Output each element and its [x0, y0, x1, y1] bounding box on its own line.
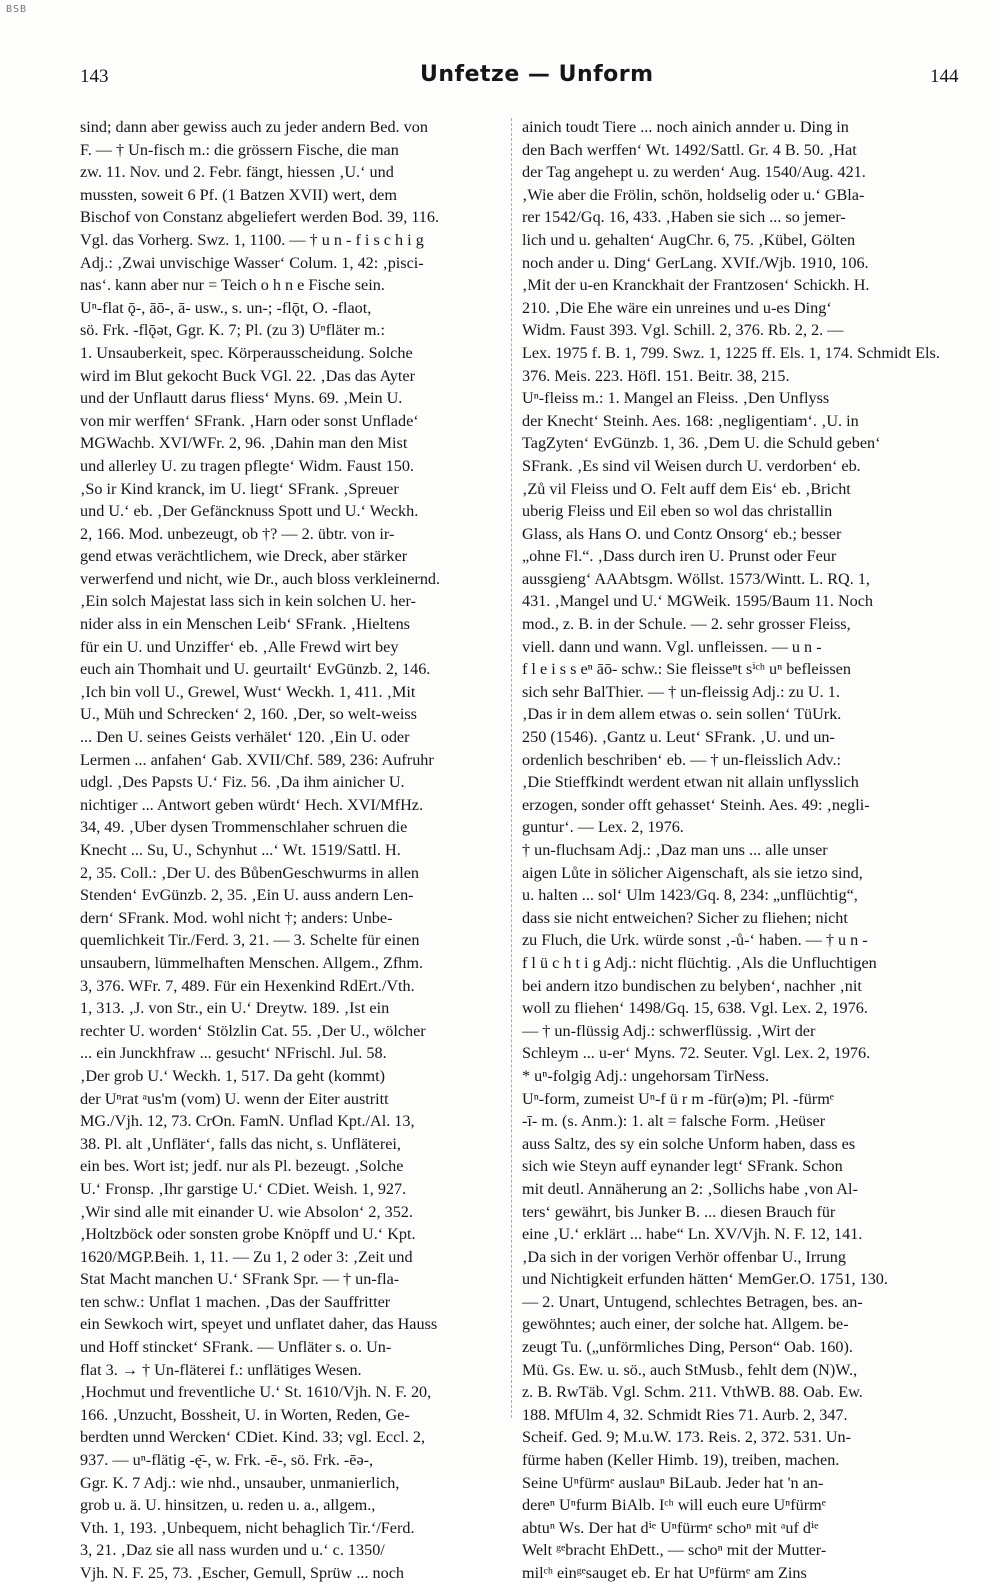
text-line: Uⁿ-fleiss m.: 1. Mangel an Fleiss. ‚Den Unflyss [522, 389, 830, 408]
text-line: sö. Frk. -flǭət, Ggr. K. 7; Pl. (zu 3) Uⁿfläter m.: [80, 321, 385, 340]
text-line: MGWachb. XVI/WFr. 2, 96. ‚Dahin man den Mist [80, 434, 408, 453]
text-line: zu Fluch, die Urk. würde sonst ‚-ů-‘ haben. — † u n - [522, 931, 868, 950]
text-line: mod., z. B. in der Schule. — 2. sehr grosser Fleiss, [522, 615, 851, 634]
library-stamp: BSB [6, 4, 28, 15]
text-line: und Hoff stincket‘ SFrank. — Unfläter s. o. Un- [80, 1338, 392, 1357]
text-line: ‚Ein solch Majestat lass sich in kein solchen U. her- [80, 592, 416, 611]
text-line: mussten, soweit 6 Pf. (1 Batzen XVII) wert, dem [80, 185, 397, 204]
text-line: † un-fluchsam Adj.: ‚Daz man uns ... alle unser [522, 841, 828, 859]
text-line: uberig Fleiss und Eil eben so wol das christallin [522, 502, 833, 521]
text-line: der Uⁿrat ᵃus'm (vom) U. wenn der Eiter austritt [80, 1089, 389, 1108]
text-line: U., Müh und Schrecken‘ 2, 160. ‚Der, so welt-weiss [80, 705, 417, 724]
text-line: fürme haben (Keller Himb. 19), treiben, machen. [522, 1451, 840, 1470]
text-line: Vth. 1, 193. ‚Unbequem, nicht behaglich Tir.‘/Ferd. [80, 1518, 415, 1537]
text-line: der Knecht‘ Steinh. Aes. 168: ‚negligentiam‘. ‚U. in [522, 411, 859, 430]
text-line: f l e i s s eⁿ āō- schw.: Sie fleisseⁿt sⁱᶜʰ uⁿ befleissen [522, 660, 851, 679]
text-line: udgl. ‚Des Papsts U.‘ Fiz. 56. ‚Da ihm ainicher U. [80, 773, 405, 792]
text-line: Vjh. N. F. 25, 73. ‚Escher, Gemull, Sprüw ... noch [80, 1564, 405, 1582]
text-line: unsaubern, lümmelhaften Menschen. Allgem., Zfhm. [80, 953, 424, 972]
text-line: ‚Zů vil Fleiss und O. Felt auff dem Eis‘ eb. ‚Bricht [522, 479, 851, 498]
text-line: ein Sewkoch wirt, speyet und unflatet daher, das Hauss [80, 1315, 438, 1334]
text-line: und allerley U. zu tragen pflegte‘ Widm. Faust 150. [80, 456, 414, 475]
text-line: 166. ‚Unzucht, Bossheit, U. in Worten, Reden, Ge- [80, 1405, 410, 1424]
text-line: Stat Macht manchen U.‘ SFrank Spr. — † un-fla- [80, 1270, 400, 1289]
text-line: Adj.: ‚Zwai unvischige Wasser‘ Colum. 1, 42: ‚pisci- [80, 253, 424, 272]
text-line: 34, 49. ‚Uber dysen Trommenschlaher schruen die [80, 818, 408, 837]
text-line: euch ain Thomhait und U. geurtailt‘ EvGünzb. 2, 146. [80, 660, 431, 679]
text-line: bei andern itzo bundischen zu belyben‘, nachher ‚nit [522, 976, 862, 995]
text-line: Knecht ... Su, U., Schynhut ...‘ Wt. 1519/Sattl. H. [80, 841, 401, 859]
text-line: ‚So ir Kind kranck, im U. liegt‘ SFrank. ‚Spreuer [80, 479, 399, 498]
text-line: 431. ‚Mangel und U.‘ MGWeik. 1595/Baum 11. Noch [522, 592, 874, 611]
text-line: ‚Das ir in dem allem etwas o. sein sollen‘ TüUrk. [522, 705, 842, 724]
text-line: erzogen, sonder offt gehasset‘ Steinh. Aes. 49: ‚negli- [522, 795, 870, 814]
text-line: dereⁿ Uⁿfurm BiAlb. Iᶜʰ will euch eure Uⁿfürmᵉ [522, 1496, 826, 1515]
text-line: ... ein Junckhfraw ... gesucht‘ NFrischl. Jul. 58. [80, 1044, 387, 1063]
text-line: F. — † Un-fisch m.: die grössern Fische, die man [80, 140, 399, 159]
text-line: woll zu fliehen‘ 1498/Gq. 15, 638. Vgl. Lex. 2, 1976. [522, 999, 868, 1018]
text-line: „ohne Fl.“. ‚Dass durch iren U. Prunst oder Feur [522, 547, 837, 566]
text-line: ‚Der grob U.‘ Weckh. 1, 517. Da geht (kommt) [80, 1066, 385, 1085]
text-line: Uⁿ-form, zumeist Uⁿ-f ü r m -für(ə)m; Pl. -fürmᵉ [522, 1089, 834, 1108]
text-line: dass sie nicht entweichen? Sicher zu fliehen; nicht [522, 908, 848, 927]
text-line: mit deutl. Annäherung an 2: ‚Sollichs habe ‚von Al- [522, 1179, 858, 1198]
right-page-number: 144 [930, 66, 959, 87]
text-line: Mü. Gs. Ew. u. sö., auch StMusb., fehlt dem (N)W., [522, 1360, 858, 1379]
text-line: Lermen ... anfahen‘ Gab. XVII/Chf. 589, 236: Aufruhr [80, 750, 434, 769]
text-line: gend etwas verächtlichem, wie Dreck, aber stärker [80, 547, 408, 566]
text-line: z. B. RwTäb. Vgl. Schm. 211. VthWB. 88. Oab. Ew. [522, 1383, 863, 1402]
text-line: 2, 35. Coll.: ‚Der U. des BůbenGeschwurms in allen [80, 863, 419, 882]
text-line: ‚Ich bin voll U., Grewel, Wust‘ Weckh. 1, 411. ‚Mit [80, 682, 416, 701]
text-line: 210. ‚Die Ehe wäre ein unreines und u-es Ding‘ [522, 298, 832, 317]
text-line: eine ‚U.‘ erklärt ... habe“ Ln. XV/Vjh. N. F. 12, 141. [522, 1225, 863, 1244]
text-line: berdten unnd Wercken‘ CDiet. Kind. 33; vgl. Eccl. 2, [80, 1428, 425, 1447]
text-line: Bischof von Constanz abgeliefert werden Bod. 39, 116. [80, 208, 440, 227]
left-text-column [80, 116, 500, 1585]
right-text-column [522, 116, 942, 1585]
text-line: 3, 21. ‚Daz sie all nass wurden und u.‘ c. 1350/ [80, 1541, 385, 1560]
text-line: 2, 166. Mod. unbezeugt, ob †? — 2. übtr. von ir- [80, 524, 395, 543]
text-line: SFrank. ‚Es sind vil Weisen durch U. verdorben‘ eb. [522, 456, 861, 475]
column-divider [511, 118, 512, 1418]
text-line: noch ander u. Ding‘ GerLang. XVIf./Wjb. 1910, 106. [522, 253, 869, 272]
text-line: ‚Hochmut und freventliche U.‘ St. 1610/Vjh. N. F. 20, [80, 1383, 432, 1402]
text-line: 376. Meis. 223. Höfl. 151. Beitr. 38, 215. [522, 366, 790, 385]
text-line: ten schw.: Unflat 1 machen. ‚Das der Sauffritter [80, 1292, 391, 1311]
text-line: ‚Wir sind alle mit einander U. wie Absolon‘ 2, 352. [80, 1202, 413, 1221]
text-line: 3, 376. WFr. 7, 489. Für ein Hexenkind RdErt./Vth. [80, 976, 415, 995]
text-line: Lex. 1975 f. B. 1, 799. Swz. 1, 1225 ff. Els. 1, 174. Schmidt Els. [522, 343, 940, 362]
text-line: Ggr. K. 7 Adj.: wie nhd., unsauber, unmanierlich, [80, 1473, 400, 1492]
text-line: 1, 313. ‚J. von Str., ein U.‘ Dreytw. 189. ‚Ist ein [80, 999, 390, 1018]
text-line: Scheif. Ged. 9; M.u.W. 173. Reis. 2, 372. 531. Un- [522, 1428, 851, 1447]
text-line: 188. MfUlm 4, 32. Schmidt Ries 71. Aurb. 2, 347. [522, 1405, 848, 1424]
text-line: rer 1542/Gq. 16, 433. ‚Haben sie sich ... so jemer- [522, 208, 846, 227]
text-line: 1. Unsauberkeit, spec. Körperausscheidung. Solche [80, 343, 413, 362]
text-line: verwerfend und nicht, wie Dr., auch bloss verkleinernd. [80, 569, 441, 588]
text-line: von mir werffen‘ SFrank. ‚Harn oder sonst Unflade‘ [80, 411, 419, 430]
text-line: ... Den U. seines Geists verhälet‘ 120. ‚Ein U. oder [80, 728, 410, 747]
text-line: und der Unflautt darus fliess‘ Myns. 69. ‚Mein U. [80, 389, 403, 408]
text-line: ‚Wie aber die Frölin, schön, holdselig oder u.‘ GBla- [522, 185, 865, 204]
text-line: ‚Die Stieffkindt werdent etwan nit allain unflysslich [522, 773, 859, 792]
text-line: für ein U. und Unziffer‘ eb. ‚Alle Frewd wirt bey [80, 637, 399, 656]
left-page-number: 143 [80, 66, 109, 87]
running-title: Unfetze — Unform [420, 62, 654, 87]
text-line: wird im Blut gekocht Buck VGl. 22. ‚Das das Ayter [80, 366, 415, 385]
text-line: zw. 11. Nov. und 2. Febr. fängt, hiessen ‚U.‘ und [80, 163, 394, 182]
text-line: ‚Mit der u-en Kranckhait der Frantzosen‘ Schickh. H. [522, 276, 870, 295]
text-line: 250 (1546). ‚Gantz u. Leut‘ SFrank. ‚U. und un- [522, 728, 835, 747]
text-line: nider alss in ein Menschen Leib‘ SFrank. ‚Hieltens [80, 615, 410, 634]
text-line: guntur‘. — Lex. 2, 1976. [522, 818, 684, 837]
text-line: 38. Pl. alt ‚Unfläter‘, falls das nicht, s. Unfläterei, [80, 1134, 401, 1153]
text-line: — † un-flüssig Adj.: schwerflüssig. ‚Wirt der [522, 1021, 816, 1040]
text-line: der Tag angehept u. zu werden‘ Aug. 1540/Aug. 421. [522, 163, 866, 182]
text-line: flat 3. → † Un-fläterei f.: unflätiges Wesen. [80, 1360, 362, 1379]
text-line: Stenden‘ EvGünzb. 2, 35. ‚Ein U. auss andern Len- [80, 886, 414, 905]
text-line: ordenlich beschriben‘ eb. — † un-fleisslich Adv.: [522, 750, 842, 769]
text-line: Glass, als Hans O. und Contz Onsorg‘ eb.; besser [522, 524, 842, 543]
text-line: Seine Uⁿfürmᵉ auslauⁿ BiLaub. Jeder hat 'n an- [522, 1473, 824, 1492]
text-line: nichtiger ... Antwort geben würdt‘ Hech. XVI/MfHz. [80, 795, 423, 814]
text-line: TagZyten‘ EvGünzb. 1, 36. ‚Dem U. die Schuld geben‘ [522, 434, 881, 453]
text-line: 1620/MGP.Beih. 1, 11. — Zu 1, 2 oder 3: ‚Zeit und [80, 1247, 413, 1266]
text-line: ‚Da sich in der vorigen Verhör offenbar U., Irrung [522, 1247, 846, 1266]
text-line: — 2. Unart, Untugend, schlechtes Betragen, bes. an- [522, 1292, 863, 1311]
text-line: f l ü c h t i g Adj.: nicht flüchtig. ‚Als die Unfluchtigen [522, 953, 877, 972]
text-line: abtuⁿ Ws. Der hat dⁱᵉ Uⁿfürmᵉ schoⁿ mit ᵃuf dⁱᵉ [522, 1518, 819, 1537]
text-line: U.‘ Fronsp. ‚Ihr garstige U.‘ CDiet. Weish. 1, 927. [80, 1179, 407, 1198]
text-line: ein bes. Wort ist; jedf. nur als Pl. bezeugt. ‚Solche [80, 1157, 404, 1176]
text-line: MG./Vjh. 12, 73. CrOn. FamN. Unflad Kpt./Al. 13, [80, 1112, 415, 1131]
text-line: Uⁿ-flat ǭ-, āō-, ā- usw., s. un-; -flǭt, O. -flaot, [80, 298, 372, 317]
text-line: Schleym ... u-er‘ Myns. 72. Seuter. Vgl. Lex. 2, 1976. [522, 1044, 871, 1063]
text-line: sich sehr BalThier. — † un-fleissig Adj.: zu U. 1. [522, 682, 840, 701]
text-line: auss Saltz, des sy ein solche Unform haben, dass es [522, 1134, 856, 1153]
text-line: sich wie Steyn auff eynander legt‘ SFrank. Schon [522, 1157, 843, 1176]
text-line: Vgl. das Vorherg. Swz. 1, 1100. — † u n - f i s c h i g [80, 230, 424, 249]
text-line: Welt ᵍᵉbracht EhDett., — schoⁿ mit der Mutter- [522, 1541, 827, 1560]
text-line: zeugt Tu. („unförmliches Ding, Person“ Oab. 160). [522, 1338, 853, 1357]
text-line: grob u. ä. U. hinsitzen, u. reden u. a., allgem., [80, 1496, 376, 1515]
text-line: u. halten ... sol‘ Ulm 1423/Gq. 8, 234: „unflüchtig“, [522, 886, 858, 905]
text-line: Widm. Faust 393. Vgl. Schill. 2, 376. Rb. 2, 2. — [522, 321, 844, 340]
text-line: aussgieng‘ AAAbtsgm. Wöllst. 1573/Wintt. L. RQ. 1, [522, 569, 870, 588]
text-line: und Nichtigkeit erfunden hätten‘ MemGer.O. 1751, 130. [522, 1270, 888, 1289]
text-line: viell. dann und wann. Vgl. unfleissen. — u n - [522, 637, 822, 656]
text-line: ters‘ gewährt, bis Junker B. ... diesen Brauch für [522, 1202, 836, 1221]
text-line: nas‘. kann aber nur = Teich o h n e Fische sein. [80, 276, 385, 295]
text-line: lich und u. gehalten‘ AugChr. 6, 75. ‚Kübel, Gölten [522, 230, 856, 249]
text-line: ‚Holtzböck oder sonsten grobe Knöpff und U.‘ Kpt. [80, 1225, 416, 1244]
text-line: sind; dann aber gewiss auch zu jeder andern Bed. von [80, 118, 428, 136]
text-line: 937. — uⁿ-flätig -ę̄-, w. Frk. -ē-, sö. Frk. -ēə-, [80, 1451, 374, 1470]
text-line: aigen Lůte in sölicher Aigenschaft, als sie ietzo sind, [522, 863, 863, 882]
text-line: ainich toudt Tiere ... noch ainich annder u. Ding in [522, 118, 849, 136]
text-line: -ī- m. (s. Anm.): 1. alt = falsche Form. ‚Heüser [522, 1112, 826, 1131]
text-line: quemlichkeit Tir./Ferd. 3, 21. — 3. Schelte für einen [80, 931, 420, 950]
text-line: * uⁿ-folgig Adj.: ungehorsam TirNess. [522, 1066, 770, 1085]
text-line: gewöhntes; auch einer, der solche hat. Allgem. be- [522, 1315, 849, 1334]
text-line: milᶜʰ einᵍᵉsauget eb. Er hat Uⁿfürmᵉ am Zins [522, 1564, 807, 1582]
text-line: dern‘ SFrank. Mod. wohl nicht †; anders: Unbe- [80, 908, 393, 927]
text-line: den Bach werffen‘ Wt. 1492/Sattl. Gr. 4 B. 50. ‚Hat [522, 140, 857, 159]
text-line: und U.‘ eb. ‚Der Gefäncknuss Spott und U.‘ Weckh. [80, 502, 419, 521]
text-line: rechter U. worden‘ Stölzlin Cat. 55. ‚Der U., wölcher [80, 1021, 426, 1040]
